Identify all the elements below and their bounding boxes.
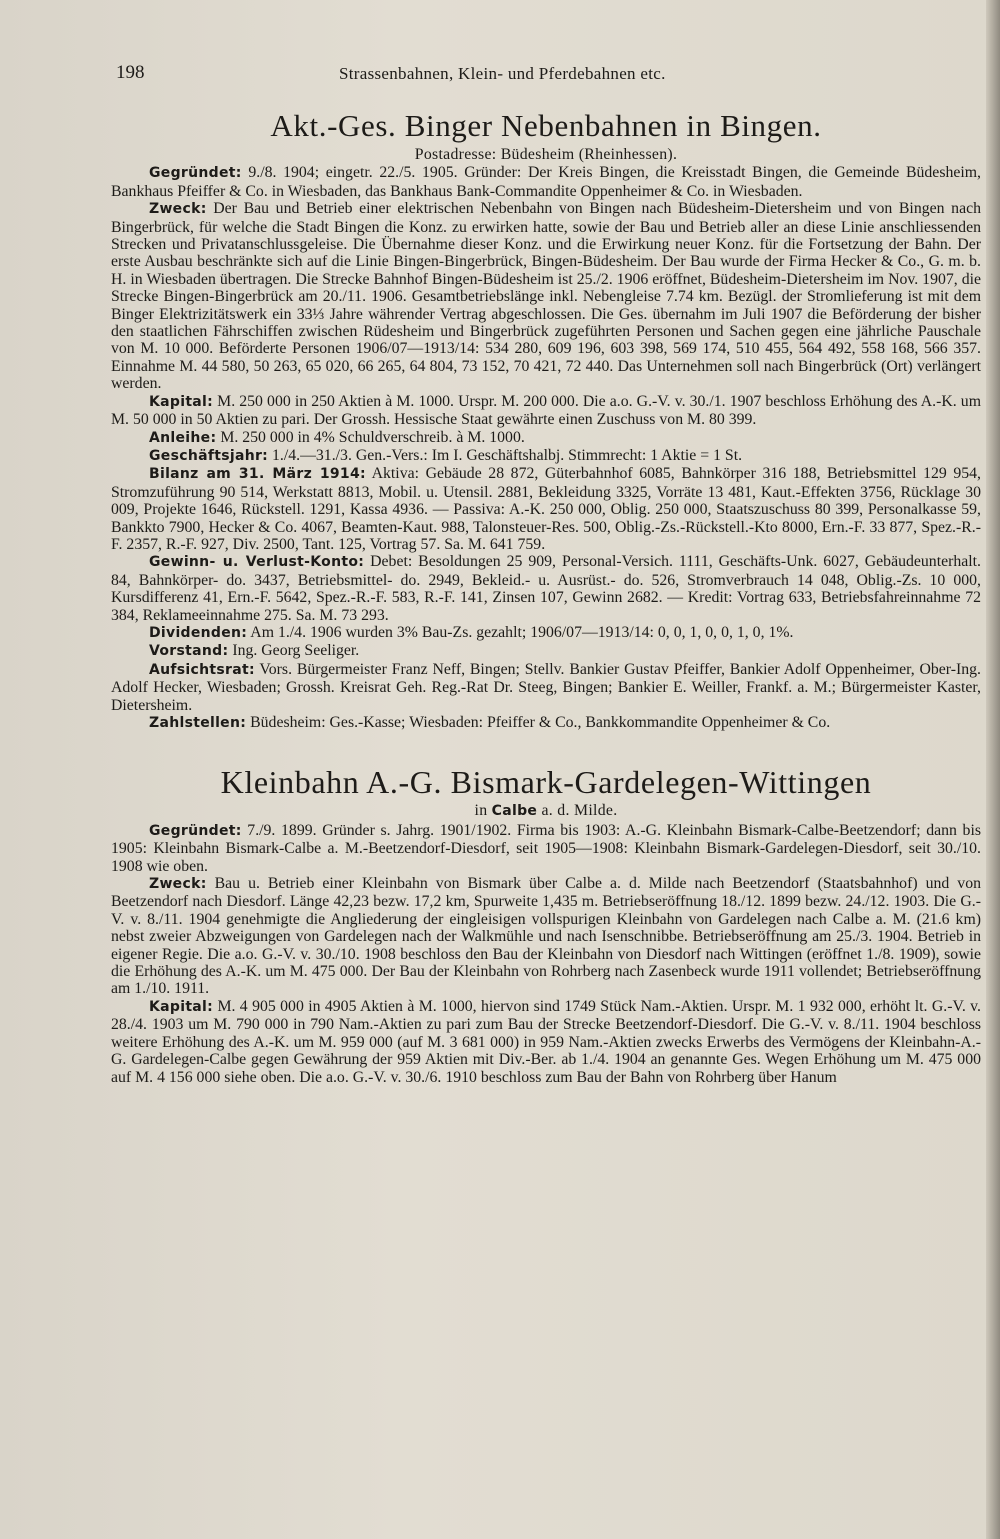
section-vorstand-1	[111, 642, 981, 660]
section-text: Büdesheim: Ges.-Kasse; Wiesbaden: Pfeiffer & Co., Bankkommandite Oppenheimer & Co.	[250, 714, 831, 731]
section-text: M. 250 000 in 4% Schuldverschreib. à M. 1000.	[220, 428, 525, 446]
section-label: Kapital:	[149, 998, 214, 1015]
section-label: Gewinn- u. Verlust-Konto:	[149, 554, 365, 571]
section-text: Am 1./4. 1906 wurden 3% Bau-Zs. gezahlt; 1906/07—1913/14: 0, 0, 1, 0, 0, 1, 0, 1%.	[250, 623, 794, 641]
section-label: Zweck:	[149, 201, 207, 218]
article-location	[111, 802, 981, 820]
section-guv-1	[111, 553, 981, 624]
section-label: Anleihe:	[149, 429, 217, 446]
section-kapital-1	[111, 393, 981, 429]
location-suffix: a. d. Milde.	[541, 802, 618, 820]
section-text: Aktiva: Gebäude 28 872, Güterbahnhof 6085, Bahnkörper 316 188, Betriebsmittel 129 954, Stromzuführung 90 514, Werkstatt 8813, Mobil. u. Utensil. 2881, Bekleidung 3325, Vorräte 13 481, Kaut.-Effekten 3756, Rücklage 30 009, Projekte 1646, Rückstell. 1291, Kassa 4936. — Passiva: A.-K. 250 000, Oblig. 250 000, Staatszuschuss 80 399, Personalkasse 59, Bankkto 7900, Hecker & Co. 4067, Beamten-Kaut. 988, Talonsteuer-Res. 500, Oblig.-Zs.-Rückstell.-Kto 8000, Ern.-F. 33 877, Spez.-R.-F. 2357, R.-F. 927, Div. 2500, Tant. 125, Vortrag 57. Sa. M. 641 759.	[111, 465, 981, 553]
section-text: M. 250 000 in 250 Aktien à M. 1000. Urspr. M. 200 000. Die a.o. G.-V. v. 30./1. 1907 beschloss Erhöhung des A.-K. um M. 50 000 in 50 Aktien zu pari. Der Grossh. Hessische Staat gewährte einen Zuschuss von M. 80 399.	[111, 392, 981, 429]
section-kapital-2	[111, 998, 981, 1086]
location-town: Calbe	[491, 803, 538, 820]
section-text: Ing. Georg Seeliger.	[232, 642, 360, 660]
section-label: Gegründet:	[149, 165, 242, 182]
running-title: Strassenbahnen, Klein- und Pferdebahnen etc.	[339, 64, 666, 83]
section-label: Geschäftsjahr:	[149, 447, 269, 464]
page-content	[111, 104, 981, 1086]
section-label: Bilanz am 31. März 1914:	[149, 466, 366, 483]
section-label: Zahlstellen:	[149, 715, 247, 731]
postal-address: Postadresse: Büdesheim (Rheinhessen).	[414, 146, 678, 163]
section-zweck-2	[111, 875, 981, 998]
section-anleihe-1	[111, 429, 981, 447]
running-head	[116, 62, 940, 88]
section-text: Vors. Bürgermeister Franz Neff, Bingen; Stellv. Bankier Gustav Pfeiffer, Bankier Adolf Oppenheimer, Ober-Ing. Adolf Hecker, Wiesbaden; Grossh. Kreisrat Geh. Reg.-Rat Dr. Steeg, Bingen; Bankier E. Weiller, Frankf. a. M.; Bürgermeister Kaster, Dietersheim.	[111, 660, 981, 714]
section-text: 1./4.—31./3. Gen.-Vers.: Im I. Geschäftshalbj. Stimmrecht: 1 Aktie = 1 St.	[272, 446, 743, 464]
section-label: Zweck:	[149, 876, 207, 893]
section-label: Kapital:	[149, 393, 214, 410]
section-label: Aufsichtsrat:	[149, 661, 255, 678]
section-gegruendet-2	[111, 822, 981, 875]
page-edge-shadow	[986, 0, 1000, 1539]
section-aufsichtsrat-1	[111, 661, 981, 714]
section-text: M. 4 905 000 in 4905 Aktien à M. 1000, hiervon sind 1749 Stück Nam.-Aktien. Urspr. M. 1 932 000, erhöht lt. G.-V. v. 28./4. 1903 um M. 790 000 in 790 Nam.-Aktien zu pari zum Bau der Strecke Beetzendorf-Diesdorf. Die G.-V. v. 8./11. 1904 beschloss weitere Erhöhung des A.-K. um M. 959 000 (auf M. 3 681 000) in 959 Nam.-Aktien zwecks Erwerbs des Vermögens der Kleinbahn-A.-G. Gardelegen-Calbe gegen Gewährung der 959 Aktien mit Div.-Ber. ab 1./4. 1904 an genannte Ges. Wegen Erhöhung um M. 475 000 auf M. 4 156 000 siehe oben. Die a.o. G.-V. v. 30./6. 1910 beschloss zum Bau der Bahn von Rohrberg über Hanum	[111, 997, 981, 1086]
section-text: 9./8. 1904; eingetr. 22./5. 1905. Gründer: Der Kreis Bingen, die Kreisstadt Bingen, die Gemeinde Büdesheim, Bankhaus Pfeiffer & Co. in Wiesbaden, das Bankhaus Bank-Commandite Oppenheimer & Co. in Wiesbaden.	[111, 164, 982, 200]
section-text: 7./9. 1899. Gründer s. Jahrg. 1901/1902. Firma bis 1903: A.-G. Kleinbahn Bismark-Calbe-Beetzendorf; dann bis 1905: Kleinbahn Bismark-Calbe a. M.-Beetzendorf-Diesdorf, seit 1905—1908: Kleinbahn Bismark-Gardelegen-Diesdorf, seit 30./10. 1908 wie oben.	[111, 821, 981, 875]
article-title-binger: Akt.-Ges. Binger Nebenbahnen in Bingen.	[270, 108, 822, 143]
section-label: Gegründet:	[149, 822, 242, 839]
section-geschaeftsjahr-1	[111, 447, 981, 465]
page-number: 198	[116, 62, 145, 83]
section-gegruendet-1	[111, 164, 981, 200]
section-label: Vorstand:	[149, 643, 229, 660]
section-text: Der Bau und Betrieb einer elektrischen Nebenbahn von Bingen nach Büdesheim-Dietersheim und von Bingen nach Bingerbrück, für welche die Stadt Bingen die Konz. zu erwirken hatte, sowie der Bau und Betrieb aller an diese Linie anschliessenden Strecken und Privatanschlussgeleise. Die Übernahme dieser Konz. und die Erwirkung neuer Konz. für die Fortsetzung der Bahn. Der erste Ausbau beschränkte sich auf die Linie Bingen-Bingerbrück, Bingen-Büdesheim. Der Bau wurde der Firma Hecker & Co., G. m. b. H. in Wiesbaden übertragen. Die Strecke Bahnhof Bingen-Büdesheim ist 25./2. 1906 eröffnet, Büdesheim-Dietersheim im Nov. 1907, die Strecke Bingen-Bingerbrück am 20./11. 1906. Gesamtbetriebslänge inkl. Nebengleise 7.74 km. Bezügl. der Stromlieferung ist mit dem Binger Elektrizitätswerk ein 33⅓ Jahre währender Vertrag abgeschlossen. Die Ges. übernahm im Juli 1907 die Beförderung der bisher den staatlichen Fährschiffen zwischen Rüdesheim und Bingerbrück zugeführten Personen und Sachen gegen eine jährliche Pauschale von M. 10 000. Beförderte Personen 1906/07—1913/14: 534 280, 609 196, 603 398, 569 174, 510 455, 564 492, 558 168, 566 357. Einnahme M. 44 580, 50 263, 65 020, 66 265, 64 804, 73 152, 70 421, 72 440. Das Unternehmen soll nach Bingerbrück (Ort) verlängert werden.	[111, 200, 981, 393]
section-text: Debet: Besoldungen 25 909, Personal-Versich. 1111, Geschäfts-Unk. 6027, Gebäudeunterhalt. 84, Bahnkörper- do. 3437, Betriebsmittel- do. 2949, Bekleid.- u. Ausrüst.- do. 526, Stromverbrauch 14 048, Oblig.-Zs. 10 000, Kursdifferenz 41, Ern.-F. 5642, Spez.-R.-F. 583, R.-F. 141, Zinsen 107, Gewinn 2682. — Kredit: Vortrag 633, Betriebsfahreinnahme 72 384, Reklameeinnahme 275. Sa. M. 73 293.	[111, 553, 981, 624]
section-text: Bau u. Betrieb einer Kleinbahn von Bismark über Calbe a. d. Milde nach Beetzendorf (Staatsbahnhof) und von Beetzendorf nach Diesdorf. Länge 42,23 bezw. 17,2 km, Spurweite 1,435 m. Betriebseröffnung 18./12. 1899 bezw. 24./12. 1903. Die G.-V. v. 8./11. 1904 genehmigte die Angliederung der eingleisigen vollspurigen Kleinbahn von Gardelegen nach Calbe a. M. (21.6 km) nebst zweier Abzweigungen von Gardelegen nach der Walkmühle und nach Isenschnibbe. Betriebseröffnung am 25./3. 1904. Betrieb in eigener Regie. Die a.o. G.-V. v. 30./10. 1908 beschloss den Bau der Kleinbahn von Diesdorf nach Wittingen (eröffnet 1./8. 1909), sowie die Erhöhung des A.-K. um M. 475 000. Der Bau der Kleinbahn von Rohrberg nach Zasenbeck wurde 1911 vollendet; Betriebseröffnung am 1./10. 1911.	[111, 875, 981, 998]
section-bilanz-1	[111, 465, 981, 553]
section-zahlstellen-1	[111, 714, 981, 732]
location-prefix: in	[474, 802, 488, 820]
article-title-kleinbahn: Kleinbahn A.-G. Bismark-Gardelegen-Wittingen	[220, 764, 872, 801]
section-label: Dividenden:	[149, 624, 248, 641]
section-dividenden-1	[111, 624, 981, 642]
section-zweck-1	[111, 200, 981, 392]
